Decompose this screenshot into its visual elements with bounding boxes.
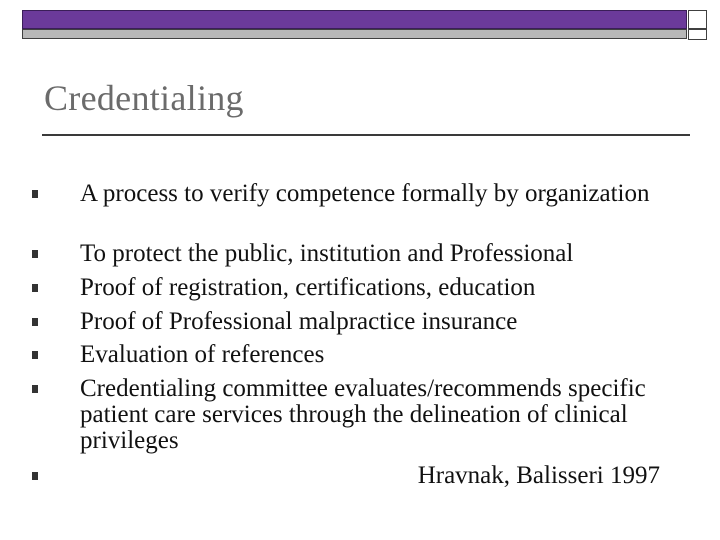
bullet-text: Proof of Professional malpractice insurance — [80, 308, 518, 335]
list-item — [80, 342, 680, 368]
citation-text: Hravnak, Balisseri 1997 — [417, 462, 660, 489]
title-divider — [42, 134, 690, 136]
bullet-square-icon — [32, 284, 38, 292]
bullet-square-icon — [32, 472, 38, 480]
bullet-square-icon — [32, 351, 38, 359]
bullet-square-icon — [32, 318, 38, 326]
slide-title: Credentialing — [44, 78, 244, 118]
header-corner-box-top — [688, 10, 707, 29]
header-accent-bar — [22, 10, 687, 29]
header-accent-strip — [22, 29, 687, 39]
list-item — [80, 309, 680, 335]
bullet-text: Credentialing committee evaluates/recommends specific patient care services through the delineation of clinical privileges — [80, 375, 646, 454]
bullet-square-icon — [32, 190, 38, 198]
list-item — [80, 275, 680, 301]
bullet-square-icon — [32, 385, 38, 393]
bullet-text: To protect the public, institution and Professional — [80, 240, 574, 267]
bullet-text: Proof of registration, certifications, education — [80, 274, 536, 301]
citation-item — [80, 463, 660, 489]
list-item — [80, 376, 680, 454]
bullet-text: A process to verify competence formally by organization — [80, 180, 650, 207]
list-item — [80, 181, 680, 207]
list-item — [80, 241, 680, 267]
header-corner-box-bottom — [688, 29, 707, 40]
bullet-text: Evaluation of references — [80, 341, 325, 368]
bullet-square-icon — [32, 250, 38, 258]
